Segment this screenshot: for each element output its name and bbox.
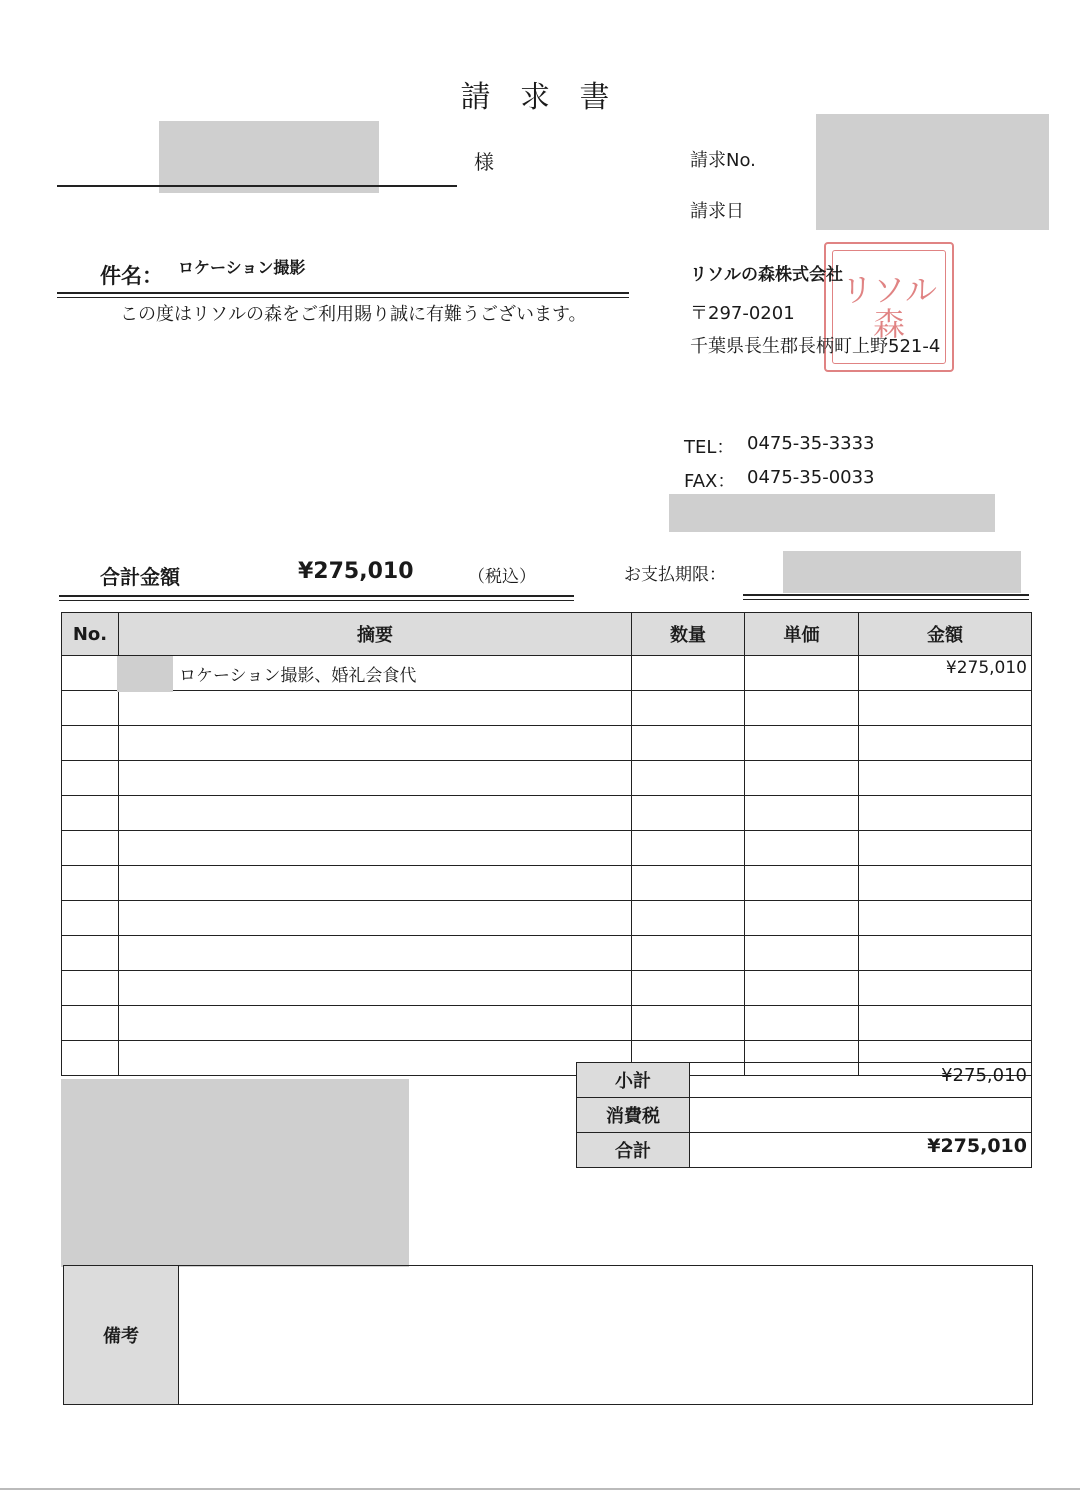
document-title: 請 求 書 — [460, 80, 620, 115]
cell-description — [119, 866, 632, 901]
cell-quantity — [632, 901, 745, 936]
cell-no — [62, 866, 119, 901]
page-bottom-rule — [0, 1488, 1080, 1490]
cell-amount — [859, 1006, 1032, 1041]
company-postal: 〒297-0201 — [690, 303, 795, 324]
cell-description — [119, 936, 632, 971]
description-redacted — [117, 656, 173, 692]
header-no: No. — [62, 613, 119, 656]
cell-quantity — [632, 1006, 745, 1041]
cell-no — [62, 901, 119, 936]
cell-amount — [859, 691, 1032, 726]
totals-table — [576, 1062, 1032, 1168]
grand-total-label: 合計 — [577, 1133, 690, 1168]
table-row — [62, 761, 1032, 796]
company-tel-label: TEL： — [684, 437, 735, 458]
cell-no — [62, 1041, 119, 1076]
subject-value: ロケーション撮影 — [178, 258, 306, 277]
cell-amount — [859, 761, 1032, 796]
company-fax-label: FAX： — [684, 471, 736, 492]
invoice-no-date-redacted — [816, 114, 1049, 230]
due-date-label: お支払期限： — [624, 565, 726, 585]
header-unit-price: 単価 — [745, 613, 859, 656]
cell-description — [119, 796, 632, 831]
table-row — [62, 831, 1032, 866]
cell-quantity — [632, 796, 745, 831]
cell-amount — [859, 726, 1032, 761]
table-row — [62, 901, 1032, 936]
cell-no — [62, 971, 119, 1006]
cell-no — [62, 831, 119, 866]
company-address: 千葉県長生郡長柄町上野521-4 — [690, 336, 941, 357]
cell-description — [119, 831, 632, 866]
due-date-underline — [743, 594, 1029, 600]
cell-quantity — [632, 656, 745, 691]
company-seal-text: リソル森 — [832, 250, 946, 364]
table-row — [62, 971, 1032, 1006]
due-date-redacted — [783, 551, 1021, 593]
cell-no — [62, 1006, 119, 1041]
header-quantity: 数量 — [632, 613, 745, 656]
cell-unit-price — [745, 726, 859, 761]
cell-amount — [859, 936, 1032, 971]
subject-label: 件名： — [100, 264, 163, 288]
table-row — [62, 796, 1032, 831]
cell-amount: ¥275,010 — [859, 656, 1032, 691]
remarks-label: 備考 — [64, 1266, 179, 1404]
items-header-row — [62, 613, 1032, 656]
greeting-text: この度はリソルの森をご利用賜り誠に有難うございます。 — [120, 304, 587, 325]
cell-description — [119, 691, 632, 726]
company-name: リソルの森株式会社 — [690, 265, 843, 285]
cell-no — [62, 936, 119, 971]
cell-no — [62, 691, 119, 726]
cell-unit-price — [745, 971, 859, 1006]
cell-unit-price — [745, 936, 859, 971]
cell-quantity — [632, 691, 745, 726]
cell-amount — [859, 866, 1032, 901]
header-description: 摘要 — [119, 613, 632, 656]
cell-unit-price — [745, 761, 859, 796]
company-contact-redacted — [669, 494, 995, 532]
cell-quantity — [632, 831, 745, 866]
invoice-date-label: 請求日 — [690, 201, 744, 222]
subtotal-row — [577, 1063, 1032, 1098]
subtotal-value: ¥275,010 — [690, 1063, 1032, 1098]
cell-quantity — [632, 971, 745, 1006]
table-row — [62, 936, 1032, 971]
tax-row — [577, 1098, 1032, 1133]
cell-quantity — [632, 726, 745, 761]
cell-quantity — [632, 761, 745, 796]
invoice-no-label: 請求No. — [690, 150, 756, 171]
header-amount: 金額 — [859, 613, 1032, 656]
subject-underline — [57, 292, 629, 298]
recipient-name-redacted — [159, 121, 379, 193]
cell-amount — [859, 831, 1032, 866]
table-row — [62, 866, 1032, 901]
cell-description — [119, 726, 632, 761]
table-row — [62, 1006, 1032, 1041]
cell-description — [119, 656, 632, 691]
cell-amount — [859, 901, 1032, 936]
cell-unit-price — [745, 691, 859, 726]
tax-label: 消費税 — [577, 1098, 690, 1133]
cell-no — [62, 761, 119, 796]
total-amount-value: ¥275,010 — [298, 559, 414, 584]
cell-unit-price — [745, 901, 859, 936]
cell-quantity — [632, 866, 745, 901]
grand-total-row — [577, 1133, 1032, 1168]
cell-amount — [859, 796, 1032, 831]
cell-unit-price — [745, 866, 859, 901]
cell-amount — [859, 971, 1032, 1006]
cell-unit-price — [745, 831, 859, 866]
cell-quantity — [632, 936, 745, 971]
cell-description — [119, 901, 632, 936]
description-text: ロケーション撮影、婚礼会食代 — [179, 666, 417, 686]
cell-description — [119, 761, 632, 796]
table-row — [62, 726, 1032, 761]
total-underline — [59, 595, 574, 601]
grand-total-value: ¥275,010 — [690, 1133, 1032, 1168]
cell-unit-price — [745, 1006, 859, 1041]
subtotal-label: 小計 — [577, 1063, 690, 1098]
cell-unit-price — [745, 796, 859, 831]
table-row — [62, 656, 1032, 691]
recipient-suffix: 様 — [474, 150, 494, 174]
total-amount-label: 合計金額 — [100, 565, 180, 589]
cell-no — [62, 726, 119, 761]
tax-included-note: （税込） — [468, 567, 536, 587]
recipient-underline — [57, 185, 457, 187]
cell-description — [119, 1041, 632, 1076]
cell-no — [62, 656, 119, 691]
tax-value — [690, 1098, 1032, 1133]
table-row — [62, 691, 1032, 726]
cell-description — [119, 1006, 632, 1041]
remarks-box — [63, 1265, 1033, 1405]
bank-info-redacted — [61, 1079, 409, 1267]
cell-description — [119, 971, 632, 1006]
company-fax: 0475-35-0033 — [747, 467, 875, 488]
cell-no — [62, 796, 119, 831]
company-tel: 0475-35-3333 — [747, 433, 875, 454]
items-table — [61, 612, 1032, 1076]
cell-unit-price — [745, 656, 859, 691]
